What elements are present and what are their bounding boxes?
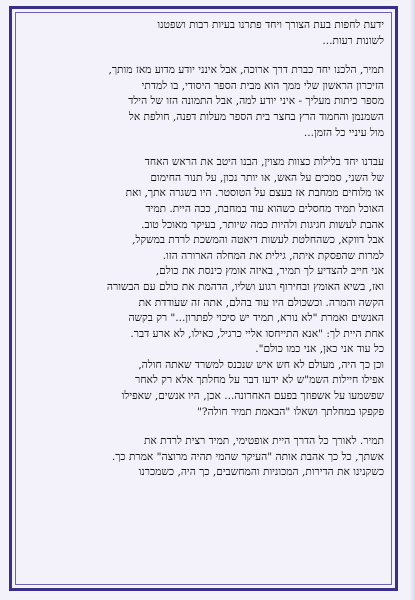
text-line: תמיר, הלכנו יחד כברת דרך ארוכה, אבל אינני יודע מדוע מאז מותך, <box>108 64 384 77</box>
paragraph <box>28 434 384 481</box>
text-line: פקפקו במחלתך ושאלו "הבאמת תמיר חולה?" <box>197 405 384 418</box>
text-line: עבדנו יחד בלילות כצוות מצוין, הבנו היטב את הראש האחד <box>144 156 384 169</box>
text-line: האנשים ואמרת "לא נורא, תמיד יש סיכוי לפתרון..." רק בקשה <box>128 312 384 325</box>
scan-edge-shadow <box>410 0 415 600</box>
text-line: לשונות רעות... <box>322 34 384 47</box>
text-line: או מלוחים ממחבת אז בעצם על הטוסטר. היו בשגרה אתך, ואת <box>125 187 384 200</box>
text-line: למרות שהפסקת איתה, גילית את המחלה הארורה הזו. <box>162 249 384 262</box>
text-line: ואז, בשיא האומץ ובחירוף רגוע ושליו, הדהמת את כולם עם הבשורה <box>106 280 384 293</box>
text-line: אחת היית לך: "אנא התייחסו אליי כרגיל, כאילו, לא ארע דבר. <box>130 327 384 340</box>
text-line: כשקנינו את הדירות, המכוניות והמחשבים, כך היה, כשמכרנו <box>138 466 384 479</box>
text-line: אשתך, כל כך אהבת אותה "העיקר שהמי תהיה מרוצה" אמרת כך. <box>111 450 384 463</box>
text-line: הקשה והמרה. וכשכולם היו עוד בהלם, אתה זה שעודדת את <box>138 296 384 309</box>
text-line: אפילו חיילות השמ"ש לא ידעו דבר על מחלתך אלא רק לאחר <box>135 374 384 387</box>
text-line: מול עיניי כל הזמן... <box>303 126 384 139</box>
text-line: הזיכרון הראשון שלי ממך הוא מבית הספר היסודי, בו למדתי <box>141 79 384 92</box>
text-line: השמנמן והחמוד הרץ בחצר בית הספר מעלות דפנה, חולפת אל <box>128 110 384 123</box>
letter-body <box>28 18 384 495</box>
text-line: האוכל תמיד מחסלים כשהוא עוד במחבת, ככה היית. תמיד <box>145 202 384 215</box>
text-line: שפשמעו על אשפוזך בפעם האחרונה... אכן, היו אנשים, שאפילו <box>121 390 384 403</box>
text-line: וכן כך היה, מעולם לא חש איש שנכנס למשרד שאתה חולה, <box>138 358 384 371</box>
text-line: תמיר. לאורך כל הדרך היית אופטימי, תמיד רצית לרדת את <box>143 435 384 448</box>
text-line: כל עוד אני כאן, אני כמו כולם". <box>255 343 384 356</box>
text-line: של השני, סמכים על האש, או יותר נכון, על תנור החימום <box>150 171 384 184</box>
text-line: אני חייב להצדיע לך תמיר, באיזה אומץ כינסת את כולם, <box>155 265 384 278</box>
paragraph <box>28 63 384 141</box>
paragraph <box>28 18 384 49</box>
text-line: אהבת לעשות חגיגות ולהיות כמה שיותר, בעיקר מאוכל טוב. <box>141 218 384 231</box>
text-line: ידעת לחפות בעת הצורך ויחד פתרנו בעיות רבות ושפטנו <box>157 19 384 31</box>
text-line: מספר כיתות מעליך - איני יודע למה, אבל התמונה הזו של הילד <box>128 95 384 108</box>
text-line: אבל דווקא, כשהחלטת לעשות דיאטה והמשכת לרדת במשקל, <box>132 234 384 247</box>
paragraph <box>28 155 384 420</box>
